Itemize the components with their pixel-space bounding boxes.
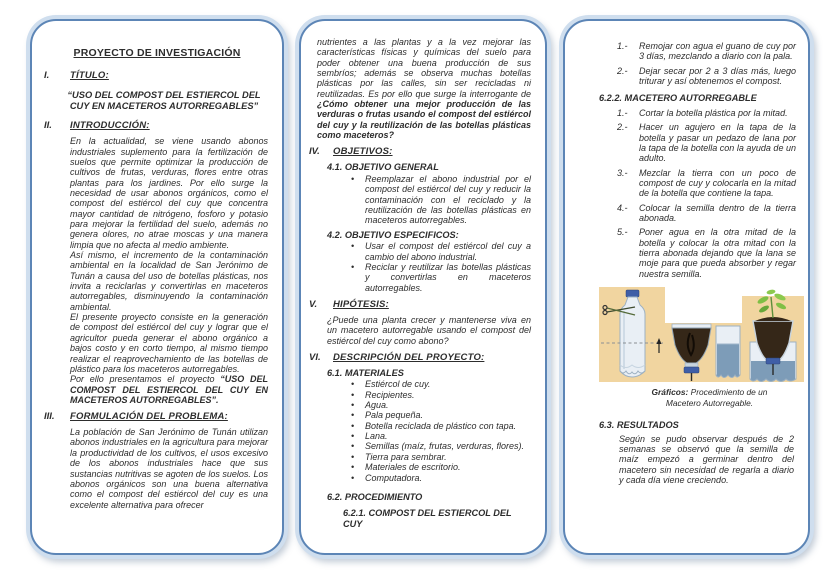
figure-caption: Gráficos: Procedimiento de un Macetero Autorregable. [651, 387, 768, 409]
panel-middle [299, 19, 547, 555]
bullet-icon: • [351, 389, 355, 400]
section-number: IV. [309, 146, 320, 158]
hipotesis-paragraph: ¿Puede una planta crecer y mantenerse viva en un macetero autorregable usando el compost del estiércol del cuy como abono? [327, 314, 531, 346]
panel-right [563, 19, 810, 555]
heading-resultados: 6.3. RESULTADOS [599, 419, 679, 430]
continuation-paragraph: nutrientes a las plantas y a la vez mejorar las características físicas y químicas del suelo para poder obtener una buena producción de sus sembríos; además se observa muchas botellas plásticas por las calles, sin ser recicladas ni reutilizadas. Es por ello que surge la interrogante de ¿Cómo obtener una mejor producción de las verduras o frutas usando el compost del estiércol del cuy y la reutilización de las botellas plásticas como maceteros? [317, 37, 531, 141]
material-item: • Botella reciclada de plástico con tapa. [351, 420, 517, 431]
section-formulacion [44, 412, 270, 423]
heading-procedimiento: 6.2. PROCEDIMIENTO [327, 491, 423, 502]
section-heading-titulo: TÍTULO: [70, 70, 109, 82]
bullet-icon: • [351, 441, 355, 452]
section-introduccion [44, 121, 270, 132]
section-heading-introduccion: INTRODUCCIÓN: [70, 120, 150, 132]
material-item: • Lana. [351, 431, 388, 442]
bullet-icon: • [351, 379, 355, 390]
project-title-inline: “USO DEL COMPOST DEL ESTIERCOL DEL CUY EN MACETEROS AUTORREGABLES”. [70, 374, 268, 405]
bullet-icon: • [351, 261, 355, 272]
bullet-icon: • [351, 462, 355, 473]
compost-step: 1.- Remojar con agua el guano de cuy por 3 días, mezclando a diario con la pala. [617, 41, 796, 62]
macetero-step: 3.- Mezclar la tierra con un poco de compost de cuy y colocarla en la mitad de la botella que contiene la tapa. [617, 167, 796, 199]
material-item: • Semillas (maíz, frutas, verduras, flores). [351, 441, 525, 452]
bullet-icon: • [351, 451, 355, 462]
material-item: • Pala pequeña. [351, 410, 424, 421]
procedure-figure [595, 287, 798, 385]
compost-step: 2.- Dejar secar por 2 a 3 días más, luego triturar y así obtenemos el compost. [617, 65, 796, 87]
panel-left [30, 19, 284, 555]
objetivo-general-item: • Reemplazar el abono industrial por el compost del estiércol del cuy y reducir la contaminación con el reciclado y la reutilización de las botellas plásticas en maceteros autorregables. [351, 173, 531, 226]
research-question: ¿Cómo obtener una mejor producción de las verduras o frutas usando el compost del estiércol del cuy y la reutilización de las botellas plásticas como maceteros? [317, 99, 531, 141]
macetero-step: 5.- Poner agua en la otra mitad de la botella y colocar la otra mitad con la tierra abonada dejando que la lana se moje para que pueda absorber y regar nuestra semilla. [617, 227, 796, 279]
section-titulo [44, 71, 270, 82]
assembled-planter-icon [750, 317, 796, 382]
heading-materiales: 6.1. MATERIALES [327, 367, 404, 378]
macetero-step: 1.- Cortar la botella plástica por la mitad. [617, 107, 788, 118]
page-title: PROYECTO DE INVESTIGACIÓN [73, 47, 241, 59]
section-heading-descripcion: DESCRIPCIÓN DEL PROYECTO: [333, 351, 485, 363]
bullet-icon: • [351, 410, 355, 421]
bullet-icon: • [351, 472, 355, 483]
problema-paragraph: La población de San Jerónimo de Tunán utilizan abonos industriales en la agricultura para mejorar la productividad de los cultivos, el usos excesivo de los abonos industriales hace que sus sustancias nutritivas se agoten de los suelos. Los abonos orgánicos son una buena alternativa como el compost del estiércol del cuy es una excelente alternativa para ofrecer [70, 427, 268, 510]
material-item: • Recipientes. [351, 389, 415, 400]
section-descripcion [309, 353, 533, 364]
objetivo-especifico-item: • Reciclar y reutilizar las botellas plásticas y convertirlas en maceteros autorregables. [351, 261, 531, 293]
section-heading-formulacion: FORMULACIÓN DEL PROBLEMA: [70, 411, 228, 423]
intro-paragraph-2: Así mismo, el incremento de la contaminación ambiental en la localidad de San Jerónimo de Tunán a causa del uso de botellas plásticas, nos invita a reciclarlas y convertirlas en maceteros autorregables, disminuyendo la contaminación ambiental. [70, 250, 268, 312]
section-number: VI. [309, 351, 321, 363]
section-heading-objetivos: OBJETIVOS: [333, 146, 393, 158]
section-number: I. [44, 70, 50, 82]
heading-objetivo-general: 4.1. OBJETIVO GENERAL [327, 162, 439, 173]
bullet-icon: • [351, 431, 355, 442]
heading-macetero-autorregable: 6.2.2. MACETERO AUTORREGABLE [599, 93, 757, 104]
section-number: III. [44, 411, 55, 423]
intro-paragraph-4: Por ello presentamos el proyecto “USO DEL COMPOST DEL ESTIERCOL DEL CUY EN MACETEROS AUTORREGABLES”. [70, 374, 268, 405]
project-title-quote: “USO DEL COMPOST DEL ESTIERCOL DEL CUY EN MACETEROS AUTORREGABLES” [67, 89, 261, 111]
water-half-bottle-icon [716, 326, 740, 378]
section-hipotesis [309, 300, 533, 311]
macetero-step: 2.- Hacer un agujero en la tapa de la botella y pasar un pedazo de lana por la tapa de la botella con la ayuda de un adulto. [617, 122, 796, 164]
heading-compost-procedimiento: 6.2.1. COMPOST DEL ESTIERCOL DEL CUY [343, 508, 512, 529]
bullet-icon: • [351, 241, 355, 252]
resultados-paragraph: Según se pudo observar después de 2 semanas se observó que la semilla de maíz empezó a germinar dentro del macetero sin necesidad de regarla a diario y cada día viene creciendo. [619, 433, 794, 485]
bullet-icon: • [351, 173, 355, 184]
intro-paragraph-3: El presente proyecto consiste en la generación de compost del estiércol del cuy y lograr que el agricultor pueda generar el abono orgánico a bajos costo y en corto tiempo, al mismo tiempo realizar el reaprovechamiento de las botellas de plástico para los maceteros autorregables. [70, 312, 268, 374]
intro-paragraph-1: En la actualidad, se viene usando abonos industriales suplemento para la fertilización de suelos que permite optimizar la producción de cultivos de frutas, verduras, flores entre otras plantas para los jardines. Por ello surge la necesidad de usar abonos orgánicos, como el compost del estiércol del cuy que concentra mayor cantidad de nitrógeno, fosforo y potasio para mejorar la fertilidad del suelo, además no genera olores, no atrae moscas y una manera limpia que no afecta al medio ambiente. [70, 136, 268, 250]
material-item: • Computadora. [351, 472, 423, 483]
macetero-step: 4.- Colocar la semilla dentro de la tierra abonada. [617, 202, 796, 224]
section-heading-hipotesis: HIPÓTESIS: [333, 298, 389, 310]
section-objetivos [309, 147, 533, 158]
material-item: • Tierra para sembrar. [351, 451, 447, 462]
section-number: II. [44, 120, 52, 132]
section-number: V. [309, 298, 318, 310]
objetivo-especifico-item: • Usar el compost del estiércol del cuy a cambio del abono industrial. [351, 241, 531, 262]
heading-objetivo-especificos: 4.2. OBJETIVO ESPECIFICOS: [327, 229, 459, 240]
bullet-icon: • [351, 400, 355, 411]
bullet-icon: • [351, 420, 355, 431]
material-item: • Materiales de escritorio. [351, 462, 461, 473]
material-item: • Estiércol de cuy. [351, 379, 431, 390]
material-item: • Agua. [351, 400, 389, 411]
